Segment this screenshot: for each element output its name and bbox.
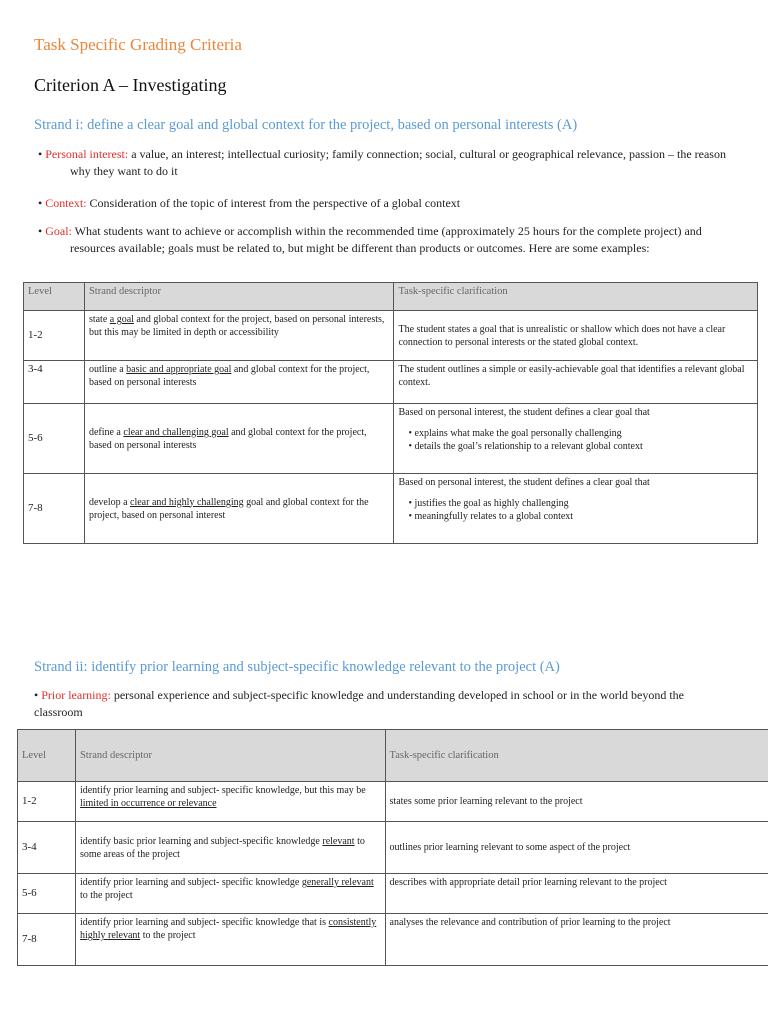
strand-2-table xyxy=(17,729,768,966)
strand-1-table xyxy=(23,282,758,544)
term-label: Context: xyxy=(45,196,87,210)
list-item: • justifies the goal as highly challenging xyxy=(408,497,753,510)
table-row xyxy=(18,874,768,914)
level-cell: 7-8 xyxy=(18,914,76,966)
term-label: Prior learning: xyxy=(41,688,111,702)
list-item: • details the goal’s relationship to a relevant global context xyxy=(408,440,753,453)
strand-2-heading: Strand ii: identify prior learning and subject-specific knowledge relevant to the project (A) xyxy=(34,659,560,675)
descriptor-cell: identify basic prior learning and subject-specific knowledge relevant to some areas of the project xyxy=(75,822,385,874)
header-descriptor: Strand descriptor xyxy=(75,730,385,782)
underlined-term: basic and appropriate goal xyxy=(126,364,232,375)
underlined-term: generally relevant xyxy=(301,877,374,888)
bullet-goal: • Goal: What students want to achieve or accomplish within the recommended time (approximately 25 hours for the complete project) and resources available; goals must be related to, but might be different than products or outcomes. Here are some examples: xyxy=(38,224,702,255)
clarification-cell: states some prior learning relevant to the project xyxy=(385,782,768,822)
document-title: Task Specific Grading Criteria xyxy=(34,35,242,54)
table-row xyxy=(24,361,758,404)
clarification-cell: The student states a goal that is unrealistic or shallow which does not have a clear connection to personal interests or the stated global context. xyxy=(394,311,758,361)
clarification-cell: The student outlines a simple or easily-achievable goal that identifies a relevant global context. xyxy=(394,361,758,404)
underlined-term: clear and challenging goal xyxy=(123,426,229,438)
table-row xyxy=(18,782,768,822)
term-label: Goal: xyxy=(45,224,72,238)
list-item: • explains what make the goal personally challenging xyxy=(408,427,753,440)
table-row xyxy=(24,474,758,544)
criterion-heading: Criterion A – Investigating xyxy=(34,75,227,95)
descriptor-cell: identify prior learning and subject- specific knowledge, but this may be limited in occurrence or relevance xyxy=(75,782,385,822)
term-label: Personal interest: xyxy=(45,147,129,161)
underlined-term: limited in occurrence or relevance xyxy=(79,798,217,809)
descriptor-cell: define a clear and challenging goal and global context for the project, based on personal interests xyxy=(84,404,394,474)
clarification-cell: outlines prior learning relevant to some aspect of the project xyxy=(385,822,768,874)
table-row xyxy=(18,914,768,966)
table-row xyxy=(24,311,758,361)
level-cell: 7-8 xyxy=(24,474,85,544)
clarification-cell: analyses the relevance and contribution of prior learning to the project xyxy=(385,914,768,966)
descriptor-cell: outline a basic and appropriate goal and global context for the project, based on personal interests xyxy=(84,361,394,404)
list-item: • meaningfully relates to a global context xyxy=(408,510,753,523)
term-text: a value, an interest; intellectual curiosity; family connection; social, cultural or geographical relevance, passion – the reason why they want to do it xyxy=(70,147,726,178)
table-header-row xyxy=(18,730,768,782)
bullet-context: • Context: Consideration of the topic of interest from the perspective of a global context xyxy=(38,196,461,210)
table-header-row xyxy=(24,283,758,311)
underlined-term: consistently highly relevant xyxy=(79,917,377,941)
descriptor-cell: develop a clear and highly challenging goal and global context for the project, based on personal interest xyxy=(84,474,394,544)
level-cell: 5-6 xyxy=(18,874,76,914)
clarification-cell: describes with appropriate detail prior learning relevant to the project xyxy=(385,874,768,914)
header-clarification: Task-specific clarification xyxy=(394,283,758,311)
descriptor-cell: identify prior learning and subject- specific knowledge that is consistently highly relevant to the project xyxy=(75,914,385,966)
underlined-term: relevant xyxy=(322,835,355,847)
level-cell: 5-6 xyxy=(24,404,85,474)
table-row xyxy=(24,404,758,474)
descriptor-cell: state a goal and global context for the project, based on personal interests, but this may be limited in depth or accessibility xyxy=(84,311,394,361)
clarification-cell: Based on personal interest, the student defines a clear goal that • explains what make the goal personally challenging • details the goal’s relationship to a relevant global context xyxy=(394,404,758,474)
header-clarification: Task-specific clarification xyxy=(385,730,768,782)
term-text: personal experience and subject-specific knowledge and understanding developed in school or in the world beyond the classroom xyxy=(34,688,685,719)
level-cell: 1-2 xyxy=(18,782,76,822)
term-text: Consideration of the topic of interest from the perspective of a global context xyxy=(86,196,461,210)
bullet-prior-learning: • Prior learning: personal experience and subject-specific knowledge and understanding developed in school or in the world beyond the classroom xyxy=(34,688,685,719)
term-text: What students want to achieve or accomplish within the recommended time (approximately 25 hours for the complete project) and resources available; goals must be related to, but might be different than products or outcomes. Here are some examples: xyxy=(70,224,702,255)
header-level: Level xyxy=(24,283,85,311)
header-descriptor: Strand descriptor xyxy=(84,283,394,311)
bullet-personal-interest: • Personal interest: a value, an interest; intellectual curiosity; family connection; social, cultural or geographical relevance, passion – the reason why they want to do it xyxy=(38,147,726,178)
header-level: Level xyxy=(18,730,76,782)
strand-1-heading: Strand i: define a clear goal and global context for the project, based on personal interests (A) xyxy=(34,117,578,133)
clarification-cell: Based on personal interest, the student defines a clear goal that • justifies the goal as highly challenging • meaningfully relates to a global context xyxy=(394,474,758,544)
table-row xyxy=(18,822,768,874)
underlined-term: clear and highly challenging xyxy=(130,496,244,508)
level-cell: 3-4 xyxy=(18,822,76,874)
descriptor-cell: identify prior learning and subject- specific knowledge generally relevant to the project xyxy=(75,874,385,914)
level-cell: 1-2 xyxy=(24,311,85,361)
underlined-term: a goal xyxy=(109,314,134,325)
level-cell: 3-4 xyxy=(24,361,85,404)
